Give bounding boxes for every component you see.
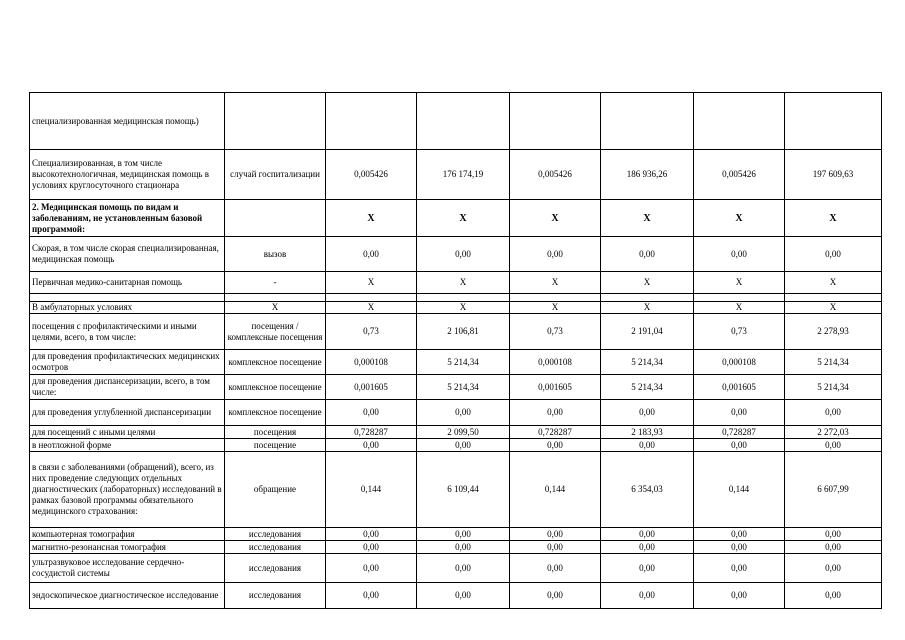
- value-cell: 0,005426: [510, 150, 601, 200]
- table-row: [30, 439, 882, 452]
- value-cell: 0,00: [601, 541, 694, 554]
- row-label: для проведения диспансеризации, всего, в том числе:: [30, 375, 225, 400]
- unit-cell: случай госпитализации: [225, 150, 326, 200]
- value-cell: 2 099,50: [417, 426, 510, 439]
- value-cell: [785, 294, 882, 302]
- row-label: Первичная медико-санитарная помощь: [30, 272, 225, 294]
- table-row: [30, 150, 882, 200]
- value-cell: 0,00: [417, 541, 510, 554]
- value-cell: 2 272,03: [785, 426, 882, 439]
- value-cell: 0,728287: [326, 426, 417, 439]
- table-row: [30, 294, 882, 302]
- unit-cell: посещения / комплексные посещения: [225, 314, 326, 350]
- document-table: [29, 92, 882, 609]
- value-cell: 0,00: [326, 554, 417, 583]
- value-cell: 0,00: [326, 583, 417, 609]
- value-cell: 0,000108: [326, 350, 417, 375]
- value-cell: 2 183,93: [601, 426, 694, 439]
- value-cell: 6 354,03: [601, 452, 694, 528]
- value-cell: X: [601, 272, 694, 294]
- value-cell: X: [510, 272, 601, 294]
- value-cell: [326, 294, 417, 302]
- unit-cell: X: [225, 302, 326, 314]
- value-cell: 0,00: [601, 237, 694, 272]
- value-cell: X: [417, 302, 510, 314]
- value-cell: 0,00: [326, 439, 417, 452]
- value-cell: 0,005426: [326, 150, 417, 200]
- value-cell: 197 609,63: [785, 150, 882, 200]
- table-row: [30, 302, 882, 314]
- value-cell: 0,00: [510, 528, 601, 541]
- value-cell: 0,00: [694, 528, 785, 541]
- value-cell: 0,00: [417, 400, 510, 426]
- value-cell: 0,144: [326, 452, 417, 528]
- value-cell: 0,00: [694, 583, 785, 609]
- unit-cell: исследования: [225, 583, 326, 609]
- row-label: ультразвуковое исследование сердечно-сосудистой системы: [30, 554, 225, 583]
- value-cell: 0,00: [785, 237, 882, 272]
- value-cell: [785, 93, 882, 150]
- value-cell: X: [417, 200, 510, 237]
- value-cell: 0,144: [510, 452, 601, 528]
- value-cell: X: [601, 302, 694, 314]
- value-cell: 5 214,34: [601, 350, 694, 375]
- value-cell: 6 607,99: [785, 452, 882, 528]
- value-cell: 2 278,93: [785, 314, 882, 350]
- value-cell: 0,00: [510, 439, 601, 452]
- table-row: [30, 314, 882, 350]
- value-cell: 0,00: [785, 541, 882, 554]
- value-cell: X: [785, 302, 882, 314]
- value-cell: 0,00: [694, 237, 785, 272]
- value-cell: 186 936,26: [601, 150, 694, 200]
- row-label: специализированная медицинская помощь): [30, 93, 225, 150]
- value-cell: 2 106,81: [417, 314, 510, 350]
- value-cell: 0,00: [601, 528, 694, 541]
- row-label: компьютерная томография: [30, 528, 225, 541]
- value-cell: 5 214,34: [417, 375, 510, 400]
- value-cell: 0,001605: [694, 375, 785, 400]
- row-label: В амбулаторных условиях: [30, 302, 225, 314]
- unit-cell: вызов: [225, 237, 326, 272]
- row-label: для посещений с иными целями: [30, 426, 225, 439]
- table-row: [30, 554, 882, 583]
- value-cell: 0,73: [326, 314, 417, 350]
- table-row: [30, 528, 882, 541]
- value-cell: [510, 93, 601, 150]
- value-cell: [601, 294, 694, 302]
- value-cell: 0,00: [694, 541, 785, 554]
- row-label: 2. Медицинская помощь по видам и заболеваниям, не установленным базовой программой:: [30, 200, 225, 237]
- value-cell: 0,00: [510, 237, 601, 272]
- value-cell: [510, 294, 601, 302]
- value-cell: 0,000108: [694, 350, 785, 375]
- value-cell: 0,00: [326, 528, 417, 541]
- value-cell: 0,73: [510, 314, 601, 350]
- unit-cell: обращение: [225, 452, 326, 528]
- table-row: [30, 272, 882, 294]
- table-row: [30, 350, 882, 375]
- value-cell: 0,000108: [510, 350, 601, 375]
- value-cell: [601, 93, 694, 150]
- value-cell: X: [326, 302, 417, 314]
- value-cell: 5 214,34: [601, 375, 694, 400]
- value-cell: 0,73: [694, 314, 785, 350]
- value-cell: 0,00: [785, 439, 882, 452]
- value-cell: X: [785, 200, 882, 237]
- value-cell: 0,00: [601, 554, 694, 583]
- value-cell: 0,00: [694, 400, 785, 426]
- value-cell: 0,00: [417, 583, 510, 609]
- value-cell: 0,00: [417, 439, 510, 452]
- value-cell: 0,00: [601, 439, 694, 452]
- value-cell: 0,001605: [510, 375, 601, 400]
- unit-cell: исследования: [225, 541, 326, 554]
- unit-cell: [225, 200, 326, 237]
- value-cell: 0,00: [785, 528, 882, 541]
- table-row: [30, 237, 882, 272]
- unit-cell: посещение: [225, 439, 326, 452]
- value-cell: 0,001605: [326, 375, 417, 400]
- value-cell: 5 214,34: [785, 375, 882, 400]
- table-row: [30, 400, 882, 426]
- row-label: [30, 294, 225, 302]
- row-label: Специализированная, в том числе высокотехнологичная, медицинская помощь в условиях круглосуточного стационара: [30, 150, 225, 200]
- value-cell: 2 191,04: [601, 314, 694, 350]
- value-cell: 0,00: [694, 554, 785, 583]
- table-row: [30, 541, 882, 554]
- table-row: [30, 375, 882, 400]
- value-cell: X: [601, 200, 694, 237]
- value-cell: 0,728287: [694, 426, 785, 439]
- table-body: [30, 93, 882, 609]
- value-cell: [417, 93, 510, 150]
- row-label: магнитно-резонансная томография: [30, 541, 225, 554]
- unit-cell: комплексное посещение: [225, 375, 326, 400]
- value-cell: X: [694, 200, 785, 237]
- unit-cell: комплексное посещение: [225, 350, 326, 375]
- value-cell: [694, 93, 785, 150]
- value-cell: X: [326, 200, 417, 237]
- table-row: [30, 583, 882, 609]
- value-cell: 0,144: [694, 452, 785, 528]
- value-cell: [417, 294, 510, 302]
- value-cell: [694, 294, 785, 302]
- value-cell: 0,00: [326, 541, 417, 554]
- value-cell: 0,00: [510, 583, 601, 609]
- value-cell: X: [417, 272, 510, 294]
- unit-cell: посещения: [225, 426, 326, 439]
- value-cell: 176 174,19: [417, 150, 510, 200]
- value-cell: 0,00: [785, 583, 882, 609]
- row-label: для проведения профилактических медицинских осмотров: [30, 350, 225, 375]
- value-cell: 5 214,34: [417, 350, 510, 375]
- value-cell: X: [510, 302, 601, 314]
- value-cell: 0,00: [417, 554, 510, 583]
- unit-cell: -: [225, 272, 326, 294]
- table-row: [30, 452, 882, 528]
- value-cell: 0,00: [510, 554, 601, 583]
- value-cell: 0,728287: [510, 426, 601, 439]
- row-label: для проведения углубленной диспансеризации: [30, 400, 225, 426]
- value-cell: X: [694, 302, 785, 314]
- value-cell: 0,00: [510, 400, 601, 426]
- value-cell: 5 214,34: [785, 350, 882, 375]
- value-cell: 0,00: [601, 583, 694, 609]
- row-label: Скорая, в том числе скорая специализированная, медицинская помощь: [30, 237, 225, 272]
- value-cell: 0,00: [785, 554, 882, 583]
- table-row: [30, 93, 882, 150]
- value-cell: X: [694, 272, 785, 294]
- value-cell: 0,00: [510, 541, 601, 554]
- value-cell: 0,00: [785, 400, 882, 426]
- unit-cell: [225, 294, 326, 302]
- row-label: в связи с заболеваниями (обращений), всего, из них проведение следующих отдельных диагностических (лабораторных) исследований в рамках базовой программы обязательного медицинского страхования:: [30, 452, 225, 528]
- value-cell: 6 109,44: [417, 452, 510, 528]
- table-row: [30, 200, 882, 237]
- value-cell: [326, 93, 417, 150]
- value-cell: X: [510, 200, 601, 237]
- unit-cell: исследования: [225, 528, 326, 541]
- unit-cell: комплексное посещение: [225, 400, 326, 426]
- row-label: эндоскопическое диагностическое исследование: [30, 583, 225, 609]
- value-cell: 0,00: [601, 400, 694, 426]
- value-cell: 0,00: [326, 237, 417, 272]
- value-cell: X: [326, 272, 417, 294]
- unit-cell: [225, 93, 326, 150]
- row-label: в неотложной форме: [30, 439, 225, 452]
- value-cell: 0,00: [417, 237, 510, 272]
- value-cell: 0,00: [694, 439, 785, 452]
- value-cell: 0,00: [326, 400, 417, 426]
- row-label: посещения с профилактическими и иными целями, всего, в том числе:: [30, 314, 225, 350]
- value-cell: 0,005426: [694, 150, 785, 200]
- value-cell: X: [785, 272, 882, 294]
- value-cell: 0,00: [417, 528, 510, 541]
- table-row: [30, 426, 882, 439]
- unit-cell: исследования: [225, 554, 326, 583]
